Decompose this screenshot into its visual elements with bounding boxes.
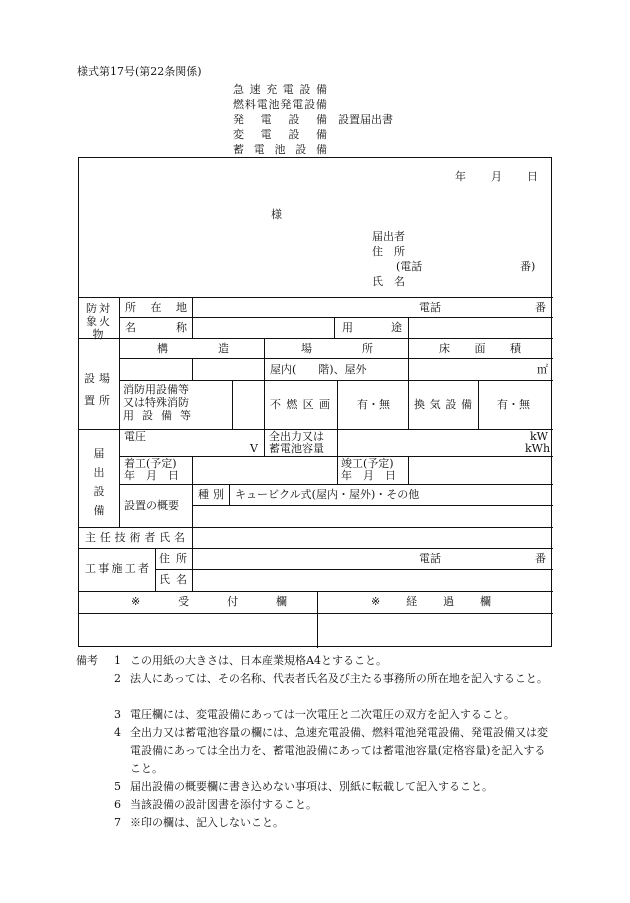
note-item: 7 ※印の欄は、記入しないこと。 bbox=[114, 816, 284, 829]
title-line-fuel-cell: 燃 料 電 池 発 電 設 備 bbox=[233, 98, 327, 111]
site-group-label: 設場置所 bbox=[84, 372, 114, 407]
location-label: 所 在 地 bbox=[125, 301, 187, 314]
date-day[interactable]: 日 bbox=[527, 170, 538, 183]
name-label: 名 称 bbox=[125, 321, 187, 334]
kind-label: 種 別 bbox=[198, 488, 224, 501]
output-label: 全出力又は 蓄電池容量 bbox=[269, 430, 324, 455]
note-item: 備考 1 この用紙の大きさは、日本産業規格A4とすること。 bbox=[76, 652, 550, 670]
premises-group-label: 防対象火物 bbox=[86, 302, 112, 341]
note-item: 4 全出力又は蓄電池容量の欄には、急速充電設備、燃料電池発電設備、発電設備又は変電設備にあっては全出力を、蓄電池設備にあっては蓄電池容量(定格容量)を記入すること。 bbox=[114, 726, 548, 775]
start-date-label: 着工(予定) 年 月 日 bbox=[124, 457, 179, 482]
equipment-group-label: 届出設備 bbox=[93, 447, 105, 517]
note-item: 3 電圧欄には、変電設備にあっては一次電圧と二次電圧の双方を記入すること。 bbox=[114, 708, 515, 721]
contractor-phone-label: 電話 bbox=[419, 552, 441, 565]
premises-phone-label: 電話 bbox=[419, 301, 441, 314]
use-label: 用 途 bbox=[342, 321, 402, 334]
applicant-name-label: 氏 名 bbox=[372, 275, 405, 288]
title-line-substation: 変 電 設 備 bbox=[233, 128, 327, 141]
sqm-unit: ㎡ bbox=[537, 363, 548, 376]
date-year[interactable]: 年 bbox=[455, 170, 466, 183]
reception-label: ※ 受 付 欄 bbox=[131, 595, 287, 608]
noncombustible-yes-no[interactable]: 有・無 bbox=[357, 398, 390, 411]
voltage-label: 電圧 bbox=[124, 430, 146, 443]
volt-unit: V bbox=[250, 442, 258, 455]
noncombustible-label: 不 燃 区 画 bbox=[270, 398, 330, 411]
note-item: 6 当該設備の設計図書を添付すること。 bbox=[114, 798, 317, 811]
ventilation-yes-no[interactable]: 有・無 bbox=[497, 398, 530, 411]
chief-engineer-label: 主 任 技 術 者 氏 名 bbox=[85, 531, 185, 544]
contractor-name-label: 氏 名 bbox=[159, 573, 187, 586]
applicant-phone-close: 番) bbox=[520, 260, 536, 273]
floor-area-label: 床 面 積 bbox=[439, 342, 521, 355]
kwh-unit: kWh bbox=[525, 442, 551, 455]
title-line-quick-charger: 急 速 充 電 設 備 bbox=[233, 83, 327, 96]
date-month[interactable]: 月 bbox=[491, 170, 502, 183]
cubicle-options[interactable]: キュービクル式(屋内・屋外)・その他 bbox=[235, 488, 420, 501]
contractor-phone-suffix: 番 bbox=[535, 552, 546, 565]
fire-equipment-label: 消防用設備等 又は特殊消防 用 設 備 等 bbox=[123, 383, 191, 422]
note-item: 2 法人にあっては、その名称、代表者氏名及び主たる事務所の所在地を記入すること。 bbox=[114, 672, 548, 685]
applicant-phone-open: (電話 bbox=[396, 260, 423, 273]
ventilation-label: 換 気 設 備 bbox=[414, 398, 472, 411]
note-item: 5 届出設備の概要欄に書き込めない事項は、別紙に転載して記入すること。 bbox=[114, 780, 493, 793]
applicant-label: 届出者 bbox=[372, 230, 405, 243]
contractor-address-label: 住 所 bbox=[159, 552, 187, 565]
form-number: 様式第17号(第22条関係) bbox=[77, 65, 202, 78]
addressee-suffix: 様 bbox=[271, 208, 282, 221]
premises-phone-suffix: 番 bbox=[535, 301, 546, 314]
applicant-address-label: 住 所 bbox=[372, 245, 405, 258]
overview-label: 設置の概要 bbox=[124, 499, 179, 512]
place-label: 場 所 bbox=[301, 342, 373, 355]
end-date-label: 竣工(予定) 年 月 日 bbox=[341, 457, 396, 482]
title-suffix: 設置届出書 bbox=[338, 113, 393, 126]
notes-section bbox=[76, 652, 550, 832]
contractor-label: 工 事 施 工 者 bbox=[85, 562, 149, 575]
notes-heading: 備考 bbox=[76, 654, 98, 667]
title-line-battery: 蓄 電 池 設 備 bbox=[233, 143, 327, 156]
application-form-table bbox=[78, 157, 552, 647]
indoor-outdoor[interactable]: 屋内( 階)、屋外 bbox=[270, 363, 367, 376]
progress-label: ※ 経 過 欄 bbox=[371, 595, 491, 608]
title-line-generator: 発 電 設 備 bbox=[233, 113, 327, 126]
structure-label: 構 造 bbox=[157, 342, 229, 355]
kw-unit: kW bbox=[530, 430, 548, 443]
